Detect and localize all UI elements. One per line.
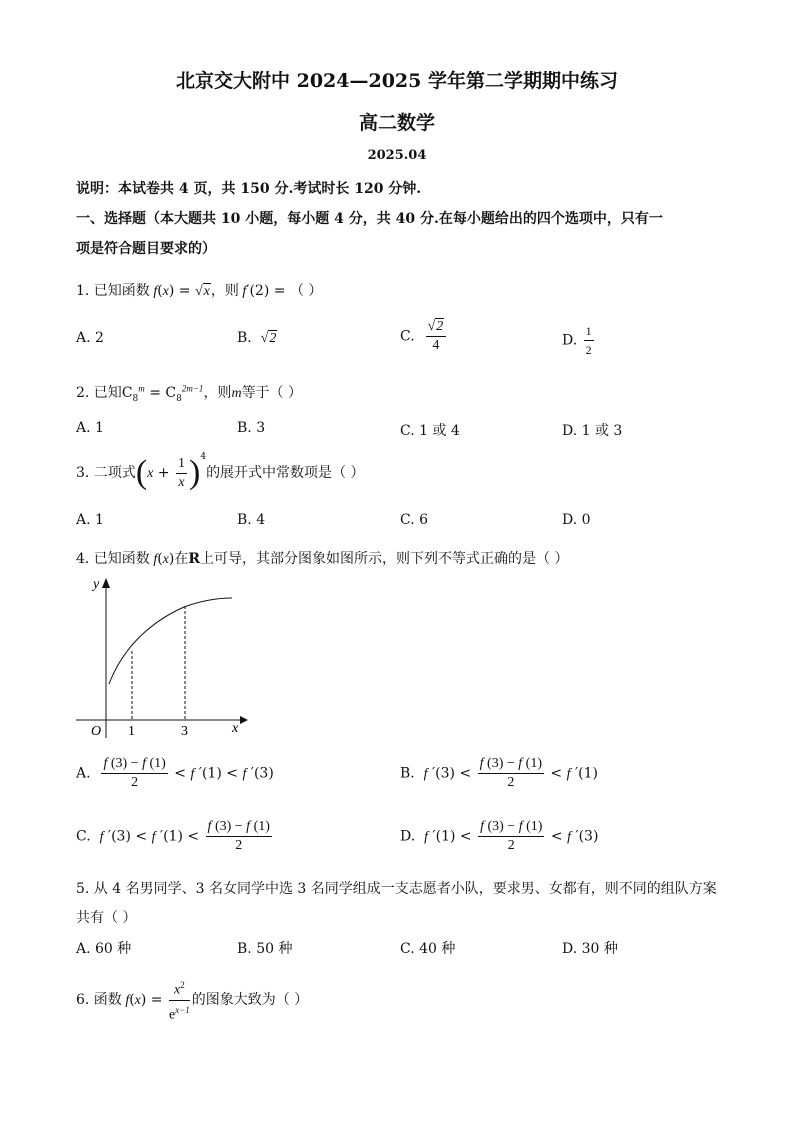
q5-option-b: B. 50 种 [237, 941, 293, 957]
question-4: 4. 已知函数 f(x)在R上可导，其部分图象如图所示，则下列不等式正确的是（ ） [76, 551, 569, 567]
section-heading-line1: 一、选择题（本大题共 10 小题，每小题 4 分，共 40 分.在每小题给出的四个选项中，只有一 [76, 211, 663, 227]
instructions: 说明：本试卷共 4 页，共 150 分.考试时长 120 分钟. [76, 181, 422, 197]
exam-title: 北京交大附中 2024—2025 学年第二学期期中练习 [176, 70, 618, 92]
exam-date: 2025.04 [367, 148, 427, 163]
q5-option-d: D. 30 种 [562, 941, 618, 957]
q4-option-b: B. f ′(3) < $\frac{f (3) - f (1)}{2}$ < f ′(1) [400, 756, 598, 790]
tick-3-label: 3 [181, 724, 188, 739]
q3-option-c: C. 6 [400, 512, 429, 528]
exam-subject: 高二数学 [358, 112, 435, 134]
question-1: 1. 已知函数 f(x) = √x，则 f′(2) = （ ） [76, 283, 323, 299]
question-6: 6. 函数 f(x) = $\frac{x^2}{e^{x-1}}$ 的图象大致为（ ） [76, 976, 308, 1024]
x-axis-arrow-icon [240, 716, 248, 724]
question-5-line2: 共有（ ） [76, 910, 137, 926]
question-5-line1: 5. 从 4 名男同学、3 名女同学中选 3 名同学组成一支志愿者小队，要求男、女都有，则不同的组队方案 [76, 881, 717, 897]
q3-option-d: D. 0 [562, 512, 591, 528]
q5-option-a: A. 60 种 [76, 941, 132, 957]
tick-1-label: 1 [128, 724, 135, 739]
q1-option-a: A. 2 [76, 330, 104, 346]
origin-label: O [91, 724, 102, 739]
q2-option-d: D. 1 或 3 [562, 423, 623, 439]
q3-option-a: A. 1 [76, 512, 104, 528]
y-axis-arrow-icon [102, 578, 110, 588]
q4-option-a: A. $\frac{f (3) - f (1)}{2}$ < f ′(1) < f ′(3) [76, 756, 274, 790]
q1-mid: ，则 [210, 283, 239, 299]
function-curve [109, 598, 232, 684]
question-2: 2. 已知$C_8^m = C_8^{2m-1}$，则m等于（ ） [76, 383, 303, 404]
q2-option-b: B. 3 [237, 420, 266, 436]
q1-option-c: C. $\frac{√2}{4}$ [400, 318, 448, 355]
section-heading-line2: 项是符合题目要求的） [76, 241, 216, 257]
sqrt-icon: √x [194, 284, 210, 299]
q4-option-c: C. f ′(3) < f ′(1) < $\frac{f (3) - f (1)}{2}$ [76, 819, 270, 853]
question-3: 3. 二项式(x + $\frac{1}{x}$ )$^4$的展开式中常数项是（ ） [76, 452, 365, 491]
q2-option-c: C. 1 或 4 [400, 423, 460, 439]
q3-option-b: B. 4 [237, 512, 266, 528]
q2-option-a: A. 1 [76, 420, 104, 436]
q4-option-d: D. f ′(1) < $\frac{f (3) - f (1)}{2}$ < f ′(3) [400, 819, 599, 853]
q5-option-c: C. 40 种 [400, 941, 456, 957]
y-label: y [93, 577, 100, 592]
q1-suffix: （ ） [289, 283, 323, 299]
x-label: x [232, 721, 239, 736]
q1-option-d: D. $\frac{1}{2}$ [562, 324, 592, 357]
function-graph [76, 572, 256, 740]
q1-function: f [149, 284, 158, 299]
q1-prefix: 1. 已知函数 [76, 283, 150, 299]
q1-option-b: B. √2 [237, 330, 277, 346]
